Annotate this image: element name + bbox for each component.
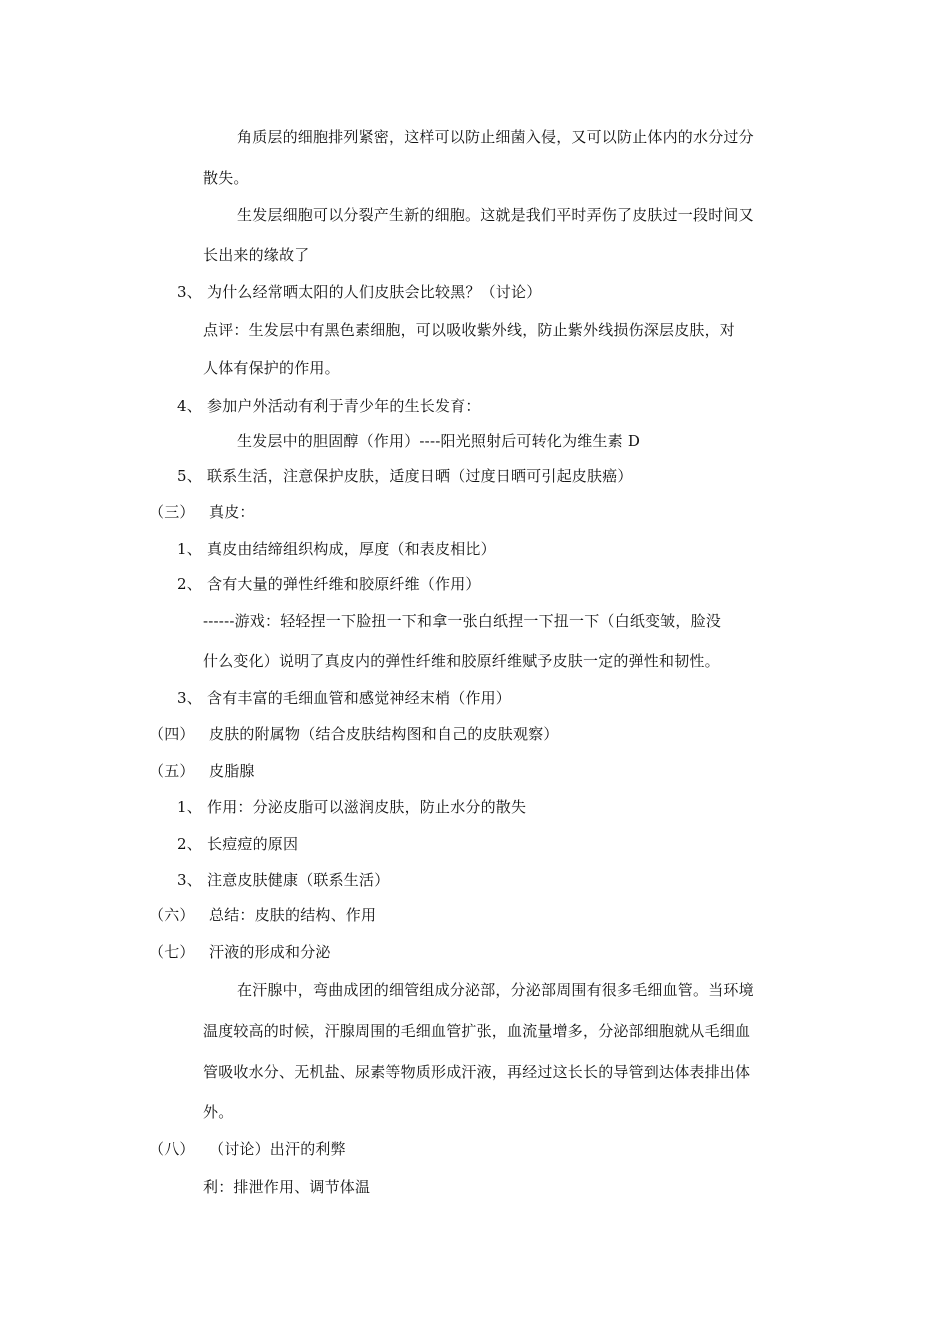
item-text: 联系生活，注意保护皮肤，适度日晒（过度日晒可引起皮肤癌） <box>207 467 633 485</box>
section-title: （讨论）出汗的利弊 <box>209 1140 346 1158</box>
item-text: 长痘痘的原因 <box>207 835 299 853</box>
paragraph-line <box>203 168 249 188</box>
text: 利：排泄作用、调节体温 <box>203 1178 371 1196</box>
section-title: 皮肤的附属物（结合皮肤结构图和自己的皮肤观察） <box>209 725 559 743</box>
text: 长出来的缘故了 <box>203 246 310 264</box>
text: 点评：生发层中有黑色素细胞，可以吸收紫外线，防止紫外线损伤深层皮肤，对 <box>203 321 736 339</box>
item-number: 2、 <box>177 575 202 593</box>
section-heading <box>149 761 255 781</box>
item-text: 含有大量的弹性纤维和胶原纤维（作用） <box>207 575 481 593</box>
item-number: 3、 <box>177 283 202 301</box>
text: 生发层细胞可以分裂产生新的细胞。这就是我们平时弄伤了皮肤过一段时间又 <box>237 206 754 224</box>
numbered-item <box>177 539 496 559</box>
text: 人体有保护的作用。 <box>203 359 340 377</box>
paragraph-line <box>237 205 754 225</box>
section-marker: （七） <box>149 943 195 961</box>
section-title: 真皮： <box>209 503 255 521</box>
item-number: 1、 <box>177 540 202 558</box>
item-number: 4、 <box>177 397 202 415</box>
paragraph-line <box>203 320 735 340</box>
paragraph-line <box>237 431 640 451</box>
numbered-item <box>177 466 633 486</box>
item-text: 真皮由结缔组织构成，厚度（和表皮相比） <box>207 540 496 558</box>
text: 在汗腺中，弯曲成团的细管组成分泌部，分泌部周围有很多毛细血管。当环境 <box>237 981 754 999</box>
section-marker: （八） <box>149 1140 195 1158</box>
item-number: 3、 <box>177 689 202 707</box>
section-heading <box>149 905 376 925</box>
paragraph-line <box>203 611 721 631</box>
section-heading <box>149 724 559 744</box>
numbered-item <box>177 834 298 854</box>
text: 温度较高的时候，汗腺周围的毛细血管扩张，血流量增多，分泌部细胞就从毛细血 <box>203 1022 751 1040</box>
item-text: 含有丰富的毛细血管和感觉神经末梢（作用） <box>207 689 512 707</box>
paragraph-line <box>203 358 340 378</box>
item-text: 作用：分泌皮脂可以滋润皮肤，防止水分的散失 <box>207 798 527 816</box>
numbered-item <box>177 282 541 302</box>
text: 外。 <box>203 1103 234 1121</box>
item-text: 为什么经常晒太阳的人们皮肤会比较黑？（讨论） <box>207 283 542 301</box>
paragraph-line <box>203 1177 370 1197</box>
paragraph-line <box>203 1102 233 1122</box>
section-heading <box>149 1139 346 1159</box>
paragraph-line <box>203 1021 750 1041</box>
item-number: 5、 <box>177 467 202 485</box>
paragraph-line <box>203 245 309 265</box>
paragraph-line <box>203 1062 750 1082</box>
text: ------游戏：轻轻捏一下脸扭一下和拿一张白纸捏一下扭一下（白纸变皱，脸没 <box>203 612 722 630</box>
item-number: 2、 <box>177 835 202 853</box>
numbered-item <box>177 574 481 594</box>
section-marker: （三） <box>149 503 195 521</box>
text: 管吸收水分、无机盐、尿素等物质形成汗液，再经过这长长的导管到达体表排出体 <box>203 1063 751 1081</box>
paragraph-line <box>237 980 754 1000</box>
item-number: 3、 <box>177 871 202 889</box>
item-number: 1、 <box>177 798 202 816</box>
section-marker: （五） <box>149 762 195 780</box>
paragraph-line <box>237 127 754 147</box>
section-title: 总结：皮肤的结构、作用 <box>209 906 377 924</box>
section-marker: （四） <box>149 725 195 743</box>
numbered-item <box>177 396 481 416</box>
text: 散失。 <box>203 169 249 187</box>
section-title: 皮脂腺 <box>209 762 255 780</box>
text: 生发层中的胆固醇（作用）----阳光照射后可转化为维生素 D <box>237 432 641 450</box>
paragraph-line <box>203 651 720 671</box>
section-heading <box>149 502 255 522</box>
section-heading <box>149 942 331 962</box>
section-title: 汗液的形成和分泌 <box>209 943 331 961</box>
item-text: 注意皮肤健康（联系生活） <box>207 871 390 889</box>
numbered-item <box>177 870 389 890</box>
section-marker: （六） <box>149 906 195 924</box>
numbered-item <box>177 688 511 708</box>
item-text: 参加户外活动有利于青少年的生长发育： <box>207 397 481 415</box>
text: 角质层的细胞排列紧密，这样可以防止细菌入侵，又可以防止体内的水分过分 <box>237 128 754 146</box>
numbered-item <box>177 797 526 817</box>
text: 什么变化）说明了真皮内的弹性纤维和胶原纤维赋予皮肤一定的弹性和韧性。 <box>203 652 720 670</box>
